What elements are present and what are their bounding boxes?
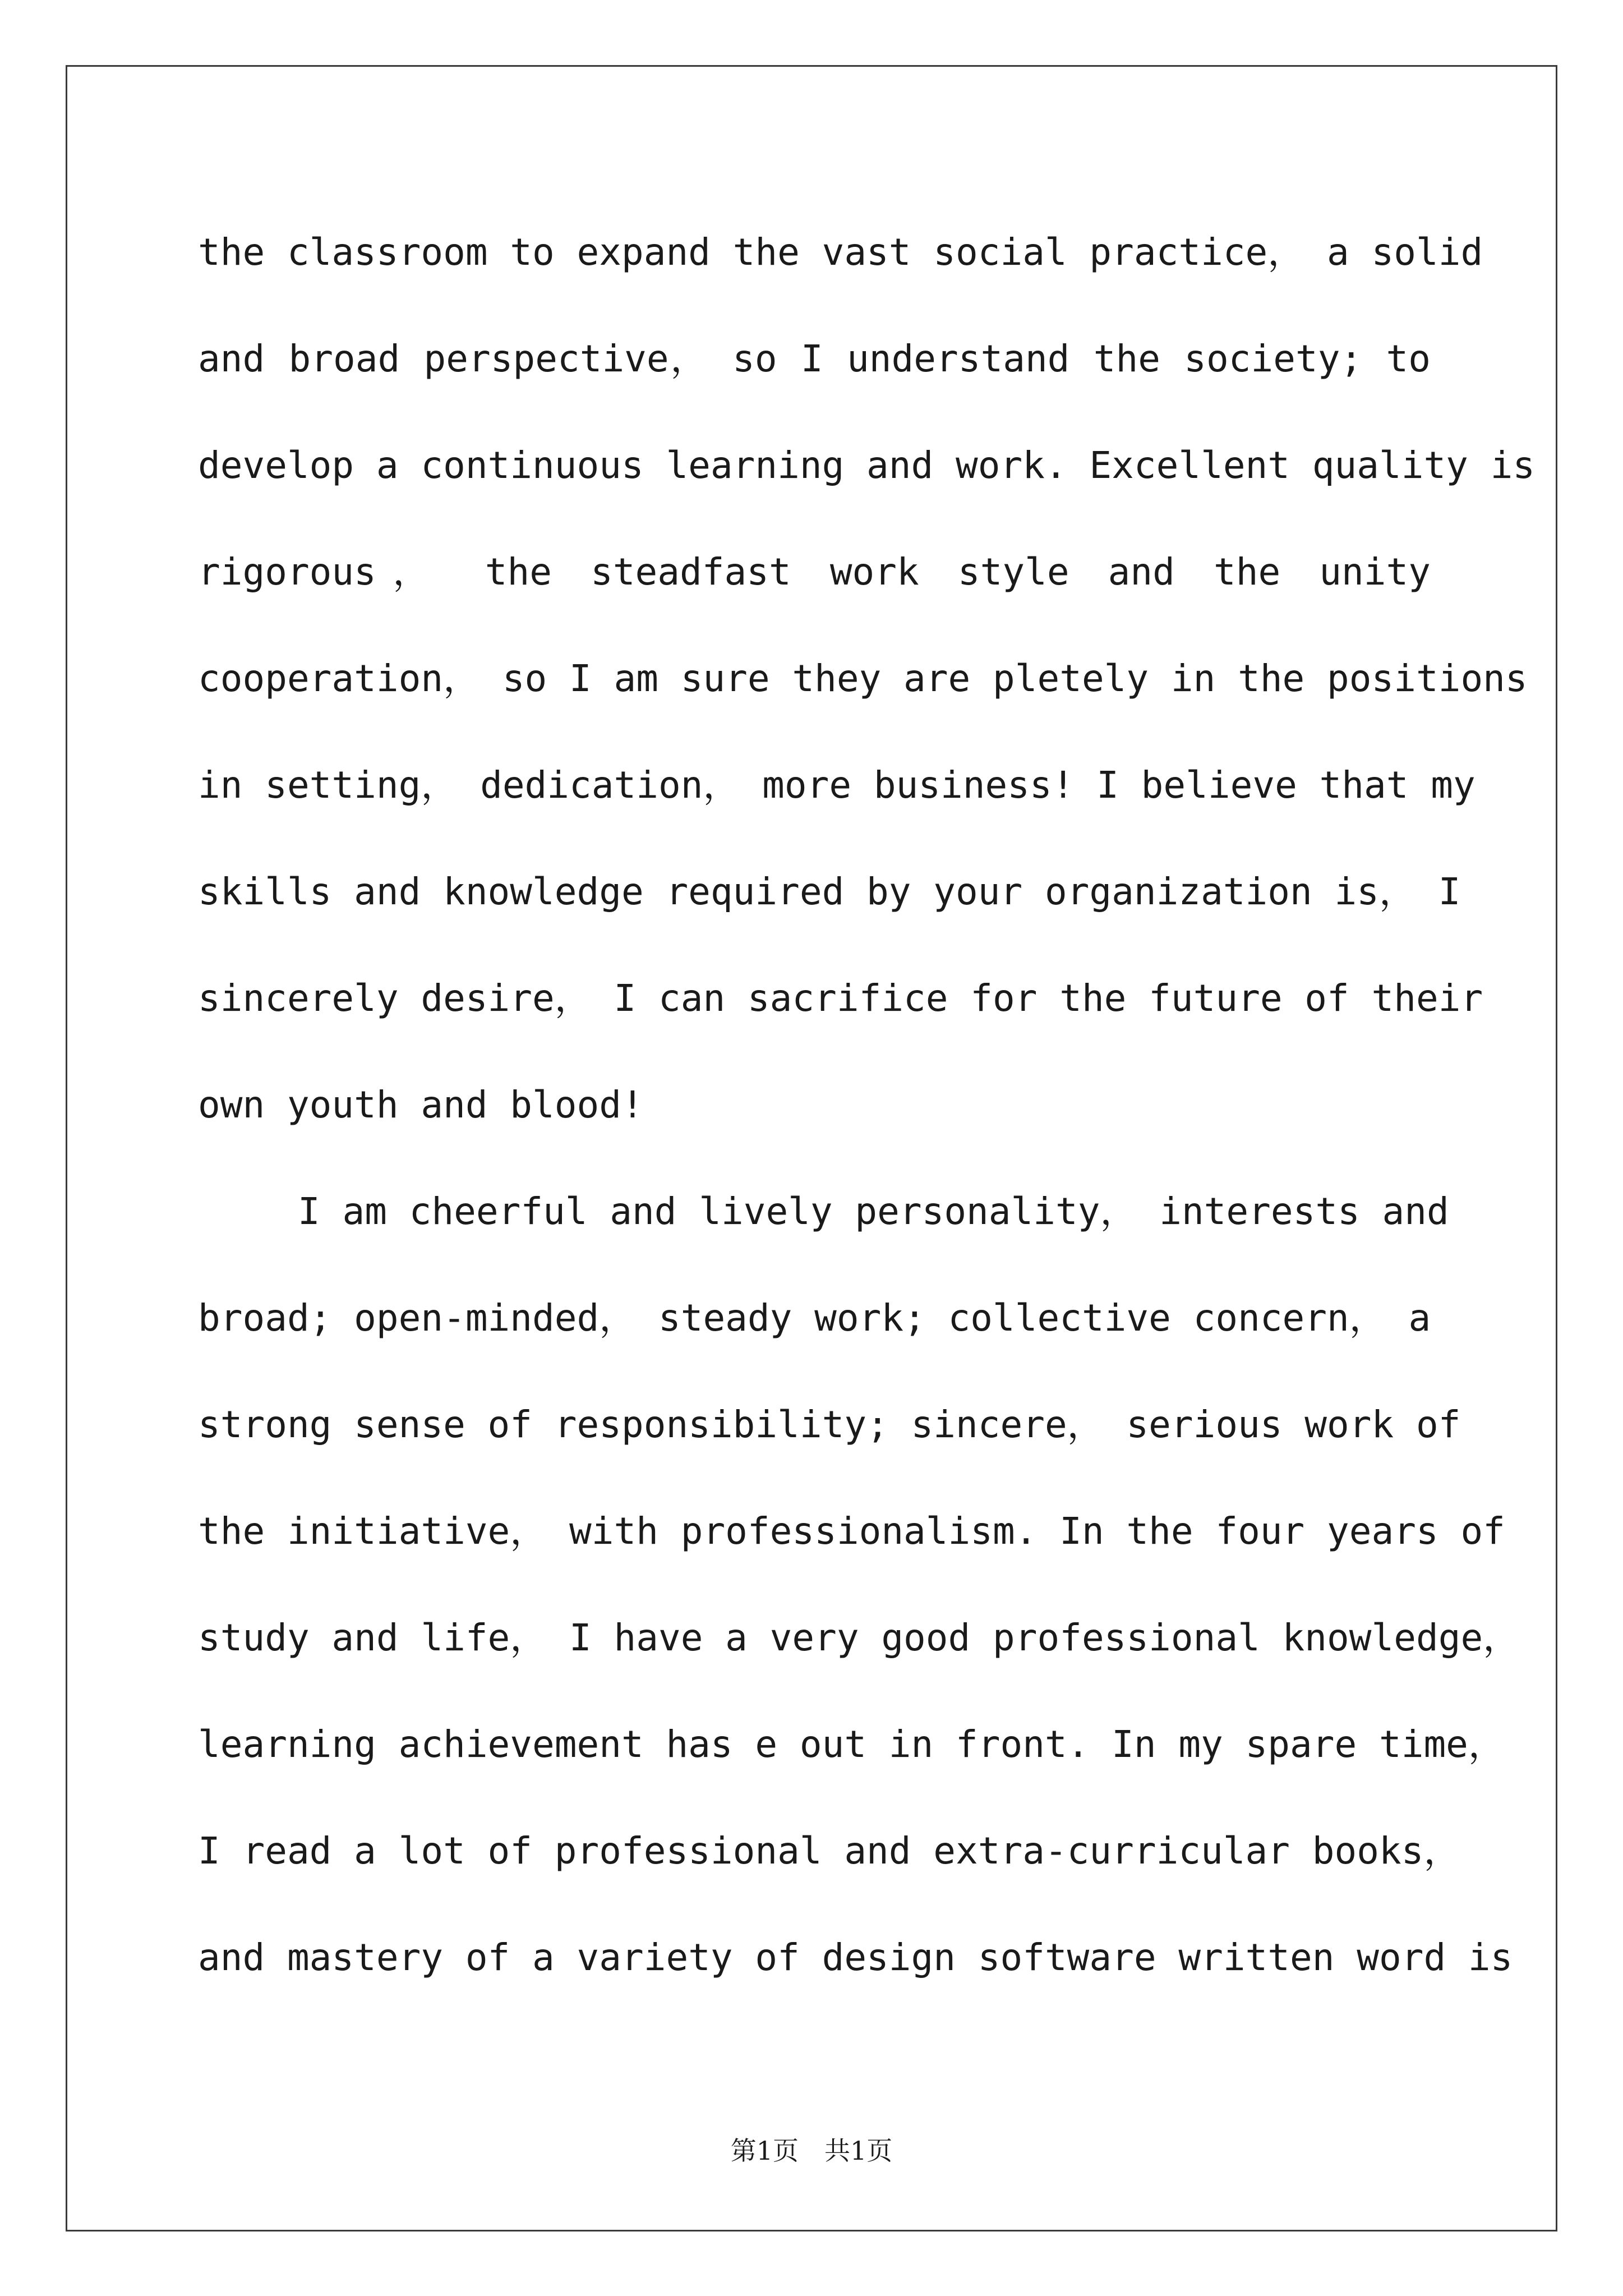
text-line: I read a lot of professional and extra-curricular books， bbox=[198, 1829, 1461, 1872]
text-line: in setting， dedication， more business! I believe that my bbox=[198, 763, 1476, 807]
text-line: learning achievement has e out in front. In my spare time， bbox=[198, 1723, 1505, 1766]
text-line: and mastery of a variety of design software written word is bbox=[198, 1936, 1513, 1979]
text-line: own youth and blood! bbox=[198, 1083, 644, 1126]
text-line: sincerely desire， I can sacrifice for the future of their bbox=[198, 977, 1483, 1020]
text-line: the initiative， with professionalism. In the four years of bbox=[198, 1510, 1505, 1553]
text-line: broad; open-minded， steady work; collective concern， a bbox=[198, 1296, 1431, 1340]
text-line: cooperation， so I am sure they are pletely in the positions bbox=[198, 657, 1528, 700]
text-line: and broad perspective， so I understand the society; to bbox=[198, 337, 1431, 380]
page-number-footer: 第1页 共1页 bbox=[730, 2136, 893, 2166]
paragraph-first-line: I am cheerful and lively personality， interests and bbox=[298, 1190, 1449, 1233]
text-line: study and life， I have a very good professional knowledge， bbox=[198, 1616, 1520, 1659]
text-line: rigorous， the steadfast work style and the unity bbox=[198, 550, 1431, 593]
text-line: develop a continuous learning and work. Excellent quality is bbox=[198, 444, 1536, 487]
text-line: strong sense of responsibility; sincere， serious work of bbox=[198, 1403, 1461, 1446]
body-text bbox=[198, 219, 1536, 2031]
text-line: skills and knowledge required by your organization is， I bbox=[198, 870, 1461, 913]
text-line: the classroom to expand the vast social practice， a solid bbox=[198, 231, 1483, 274]
